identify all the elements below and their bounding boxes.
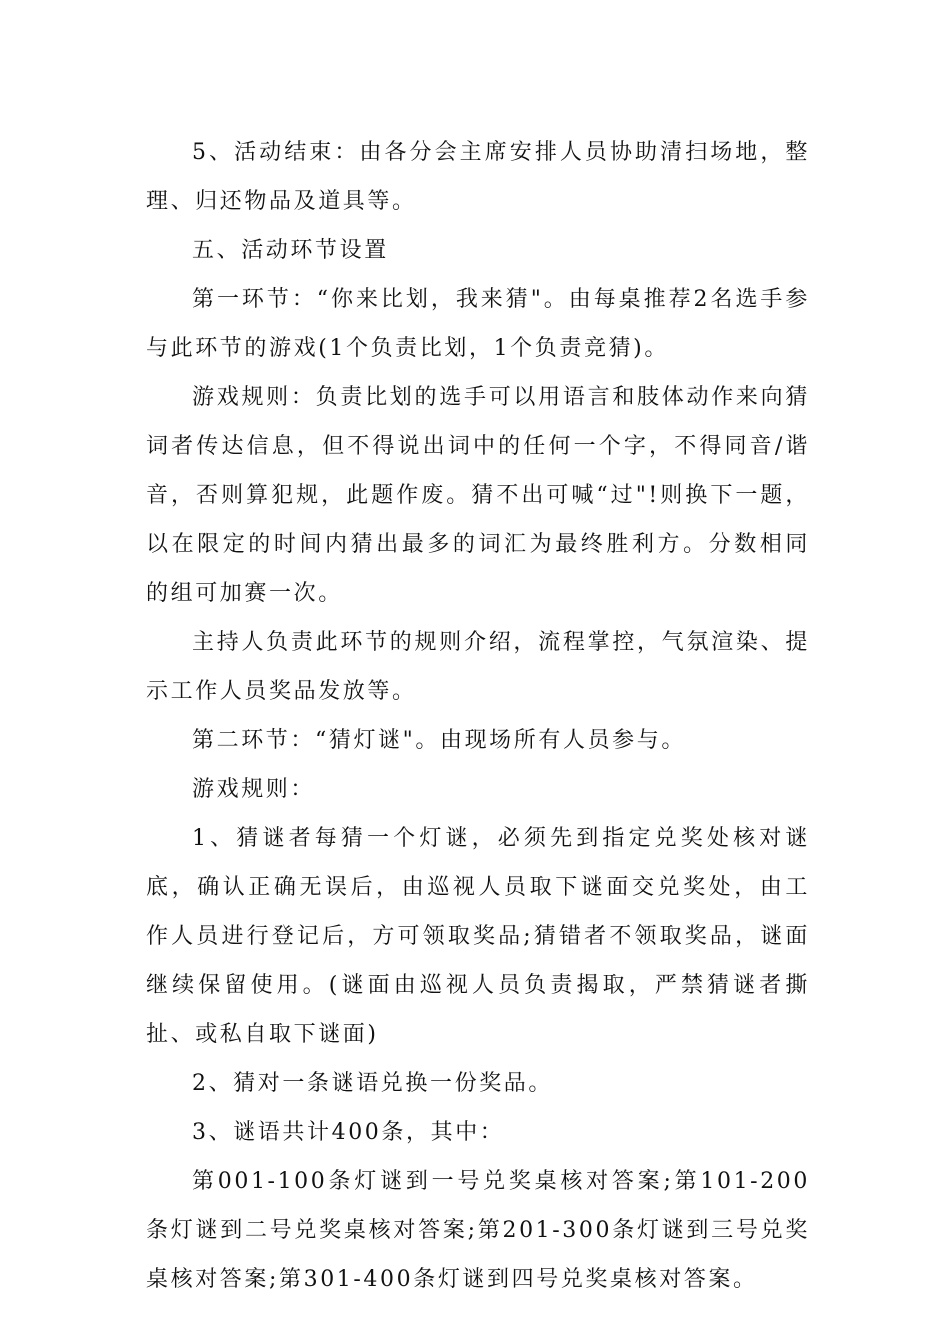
paragraph-rule-2: 2、猜对一条谜语兑换一份奖品。 [192, 1071, 553, 1096]
paragraph-activity-end: 5、活动结束：由各分会主席安排人员协助清扫场地，整理、归还物品及道具等。 [146, 140, 810, 214]
document-body [146, 128, 810, 1304]
paragraph-rule-1: 1、猜谜者每猜一个灯谜，必须先到指定兑奖处核对谜底，确认正确无误后，由巡视人员取下谜面交兑奖处，由工作人员进行登记后，方可领取奖品;猜错者不领取奖品，谜面继续保留使用。(谜面由巡视人员负责揭取，严禁猜谜者撕扯、或私自取下谜面) [146, 826, 810, 1047]
paragraph-first-segment: 第一环节：“你来比划，我来猜"。由每桌推荐2名选手参与此环节的游戏(1个负责比划，1个负责竞猜)。 [146, 287, 810, 361]
paragraph-riddle-desks: 第001-100条灯谜到一号兑奖桌核对答案;第101-200条灯谜到二号兑奖桌核对答案;第201-300条灯谜到三号兑奖桌核对答案;第301-400条灯谜到四号兑奖桌核对答案。 [146, 1169, 810, 1292]
section-heading-activity-segments: 五、活动环节设置 [192, 238, 389, 263]
paragraph-second-segment: 第二环节：“猜灯谜"。由现场所有人员参与。 [192, 728, 686, 753]
paragraph-rule-3: 3、谜语共计400条，其中： [192, 1120, 505, 1145]
paragraph-host-duties: 主持人负责此环节的规则介绍，流程掌控，气氛渲染、提示工作人员奖品发放等。 [146, 630, 810, 704]
paragraph-first-segment-rules: 游戏规则：负责比划的选手可以用语言和肢体动作来向猜词者传达信息，但不得说出词中的任何一个字，不得同音/谐音，否则算犯规，此题作废。猜不出可喊“过"!则换下一题，以在限定的时间内猜出最多的词汇为最终胜利方。分数相同的组可加赛一次。 [146, 385, 810, 606]
paragraph-second-segment-rules-heading: 游戏规则： [192, 777, 316, 802]
